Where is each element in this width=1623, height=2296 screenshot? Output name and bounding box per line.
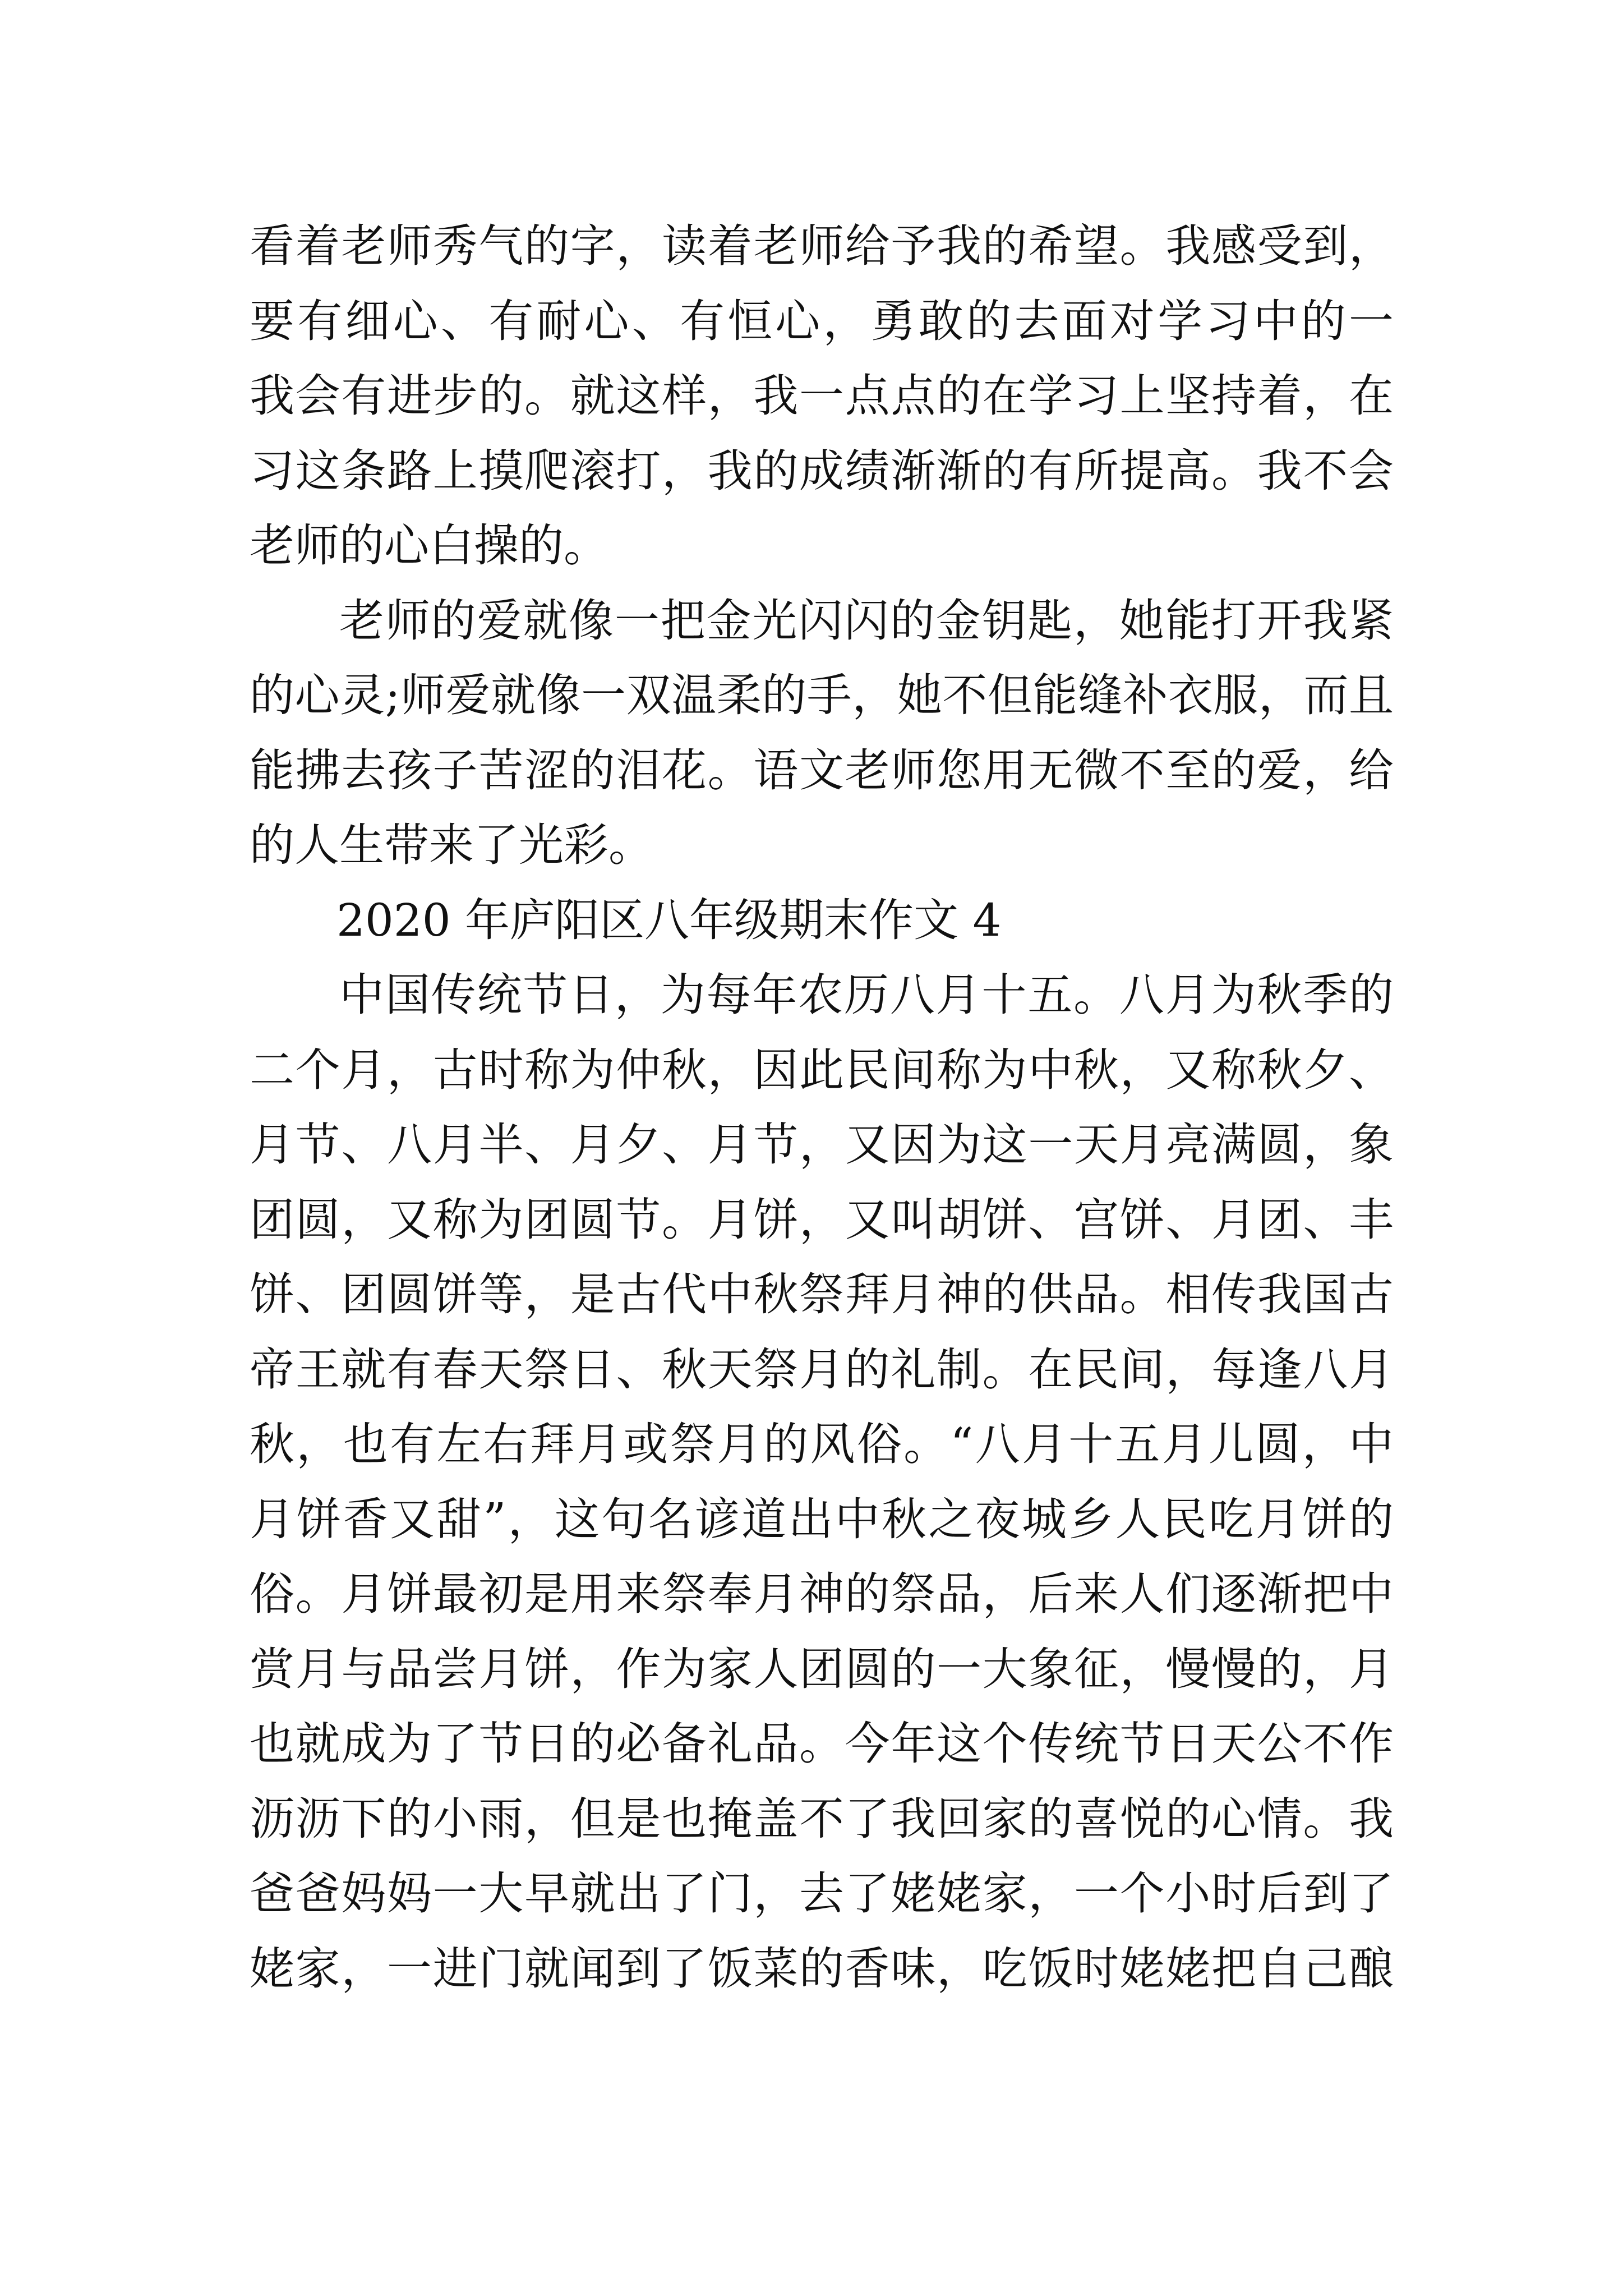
- text-line: 团圆，又称为团圆节。月饼，又叫胡饼、宫饼、月团、丰: [250, 1193, 1394, 1246]
- text-line: 也就成为了节日的必备礼品。今年这个传统节日天公不作: [250, 1718, 1394, 1770]
- section-heading: 2020 年庐阳区八年级期末作文 4: [336, 894, 1002, 946]
- text-line: 要有细心、有耐心、有恒心，勇敢的去面对学习中的一: [250, 295, 1394, 347]
- text-line: 月节、八月半、月夕、月节，又因为这一天月亮满圆，象: [250, 1119, 1394, 1171]
- text-line: 的人生带来了光彩。: [250, 819, 653, 871]
- text-line: 爸爸妈妈一大早就出了门，去了姥姥家，一个小时后到了: [250, 1867, 1394, 1920]
- text-line: 饼、团圆饼等，是古代中秋祭拜月神的供品。相传我国古: [250, 1268, 1394, 1320]
- text-line: 老师的心白操的。: [250, 519, 608, 572]
- text-line: 的心灵;师爱就像一双温柔的手，她不但能缝补衣服，而且: [250, 669, 1394, 721]
- text-line: 中国传统节日，为每年农历八月十五。八月为秋季的: [339, 969, 1394, 1021]
- text-line: 月饼香又甜”，这句名谚道出中秋之夜城乡人民吃月饼的: [250, 1493, 1394, 1545]
- text-line: 看着老师秀气的字，读着老师给予我的希望。我感受到，: [250, 220, 1394, 272]
- text-line: 帝王就有春天祭日、秋天祭月的礼制。在民间，每逢八月: [250, 1343, 1394, 1396]
- document-body: [250, 209, 1394, 2006]
- text-line: 赏月与品尝月饼，作为家人团圆的一大象征，慢慢的，月: [250, 1642, 1394, 1695]
- text-line: 老师的爱就像一把金光闪闪的金钥匙，她能打开我紧: [339, 594, 1394, 647]
- text-line: 二个月，古时称为仲秋，因此民间称为中秋，又称秋夕、: [250, 1043, 1394, 1096]
- text-line: 我会有进步的。就这样，我一点点的在学习上坚持着，在: [250, 370, 1394, 422]
- text-line: 沥沥下的小雨，但是也掩盖不了我回家的喜悦的心情。我: [250, 1792, 1394, 1845]
- text-line: 俗。月饼最初是用来祭奉月神的祭品，后来人们逐渐把中: [250, 1568, 1394, 1620]
- text-line: 姥家，一进门就闻到了饭菜的香味，吃饭时姥姥把自己酿: [250, 1942, 1394, 1995]
- text-line: 能拂去孩子苦涩的泪花。语文老师您用无微不至的爱，给: [250, 744, 1394, 797]
- text-line: 秋，也有左右拜月或祭月的风俗。“八月十五月儿圆，中: [250, 1418, 1394, 1470]
- text-line: 习这条路上摸爬滚打，我的成绩渐渐的有所提高。我不会: [250, 444, 1394, 497]
